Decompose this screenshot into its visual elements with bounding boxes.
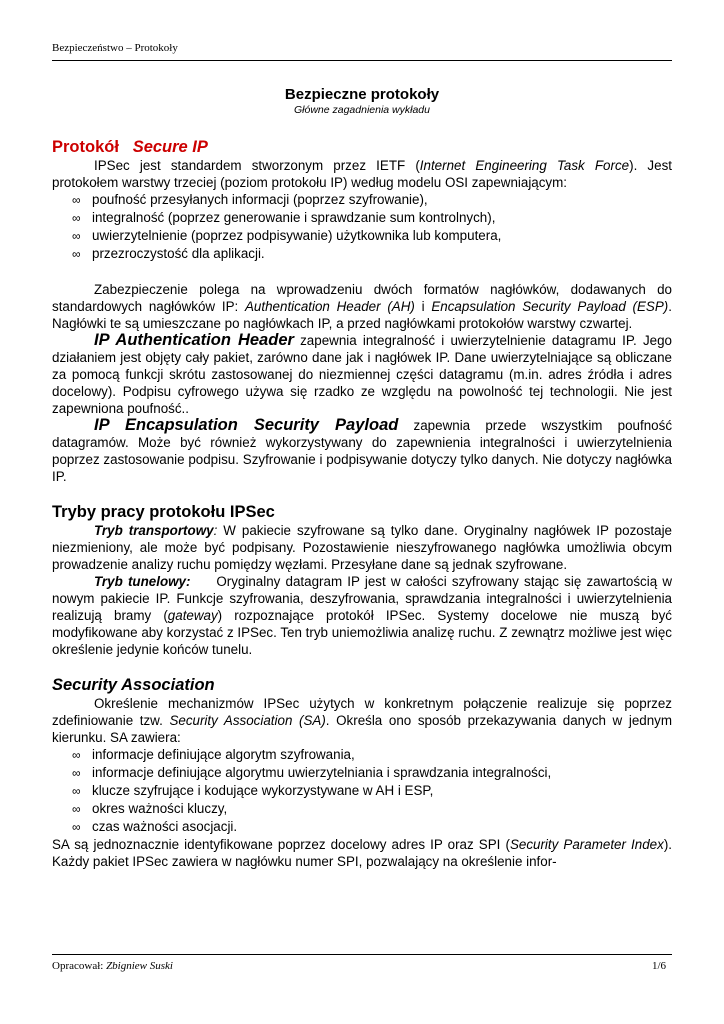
transport-mode-term: Tryb transportowy xyxy=(94,523,214,538)
paragraph-text: . Określa ono sposób przekazywania danych w jednym kierunku. SA zawiera: xyxy=(52,713,673,745)
footer-divider xyxy=(52,954,672,955)
heading-name: Secure IP xyxy=(132,138,208,156)
header-divider xyxy=(52,60,672,61)
spi-paragraph xyxy=(52,836,672,870)
transport-mode-paragraph xyxy=(52,522,672,573)
list-item: ∞ uwierzytelnienie (poprzez podpisywanie) użytkownika lub komputera, xyxy=(72,227,672,245)
list-item: ∞ czas ważności asocjacji. xyxy=(72,818,672,836)
author-name: Zbigniew Suski xyxy=(106,960,173,972)
tunnel-description-end: ) rozpoznające protokół IPSec. Systemy docelowe nie muszą być modyfikowane aby korzystać z IPSec. Ten tryb uniemożliwia analizę ruchu. Z zewnątrz możliwe jest więc określenie jedynie końców tunelu. xyxy=(52,608,672,657)
esp-paragraph xyxy=(52,417,672,485)
document-body xyxy=(52,86,676,870)
sa-term: Security Association (SA) xyxy=(169,713,326,728)
document-title: Bezpieczne protokoły xyxy=(284,86,440,103)
ah-term: Authentication Header (AH) xyxy=(245,299,415,314)
ipsec-intro xyxy=(52,157,672,191)
ah-heading-term: IP Authentication Header xyxy=(94,331,294,349)
intro-text: IPSec jest standardem stworzonym przez IETF ( xyxy=(94,158,420,173)
section-heading-secure-ip xyxy=(52,137,672,157)
heading-prefix: Protokół xyxy=(52,138,119,156)
transport-colon: : xyxy=(213,523,218,538)
headers-paragraph xyxy=(52,281,672,332)
ah-paragraph xyxy=(52,332,672,417)
paragraph-text: . Nagłówki te są umieszczane po nagłówkach IP, a przed nagłówkami protokołów warstwy czwartej. xyxy=(52,299,672,331)
transport-description: W pakiecie szyfrowane są tylko dane. Oryginalny nagłówek IP pozostaje niezmieniony, ale może być podpisany. Pozostawienie nieszyfrowanego nagłówka umożliwia obcym prowadzenie analizy ruchu pomiędzy węzłami. Przesyłane dane są jednak szyfrowane. xyxy=(52,523,672,572)
tunnel-mode-term: Tryb tunelowy: xyxy=(94,574,191,589)
sa-contents-list xyxy=(52,746,672,836)
ietf-term: Internet Engineering Task Force xyxy=(419,158,630,173)
list-item: ∞ poufność przesyłanych informacji (poprzez szyfrowanie), xyxy=(72,191,672,209)
paragraph-text: SA są jednoznacznie identyfikowane poprzez docelowy adres IP oraz SPI ( xyxy=(52,837,510,852)
spi-term: Security Parameter Index xyxy=(509,837,664,852)
tunnel-mode-paragraph xyxy=(52,573,676,658)
intro-text-end: ). Jest protokołem warstwy trzeciej (poziom protokołu IP) według modelu OSI zapewniającym: xyxy=(52,158,672,190)
list-item: ∞ integralność (poprzez generowanie i sprawdzanie sum kontrolnych), xyxy=(72,209,672,227)
tunnel-description: Oryginalny datagram IP jest w całości szyfrowany stając się zawartością w nowym pakiecie IP. Funkcje szyfrowania, deszyfrowania, sprawdzania integralności i uwierzytelnienia realizują bramy ( xyxy=(52,574,676,623)
footer-author xyxy=(52,960,173,972)
list-item: ∞ klucze szyfrujące i kodujące wykorzystywane w AH i ESP, xyxy=(72,782,672,800)
page-number: 1/6 xyxy=(651,960,666,972)
document-subtitle: Główne zagadnienia wykładu xyxy=(293,104,430,116)
list-item: ∞ przezroczystość dla aplikacji. xyxy=(72,245,672,263)
footer-label: Opracował: xyxy=(52,960,107,972)
ah-description: zapewnia integralność i uwierzytelnienie datagramu IP. Jego działaniem jest objęty cały pakiet, zarówno dane jak i nagłówek IP. Dane uwierzytelniające są obliczane za pomocą funkcji skrótu zastosowanej do niezmiennej części datagramu (m.in. adres źródła i adres docelowy). Podpisu cyfrowego używa się rzadko ze względu na powolność tej technologii. Nie jest zapewniona poufność.. xyxy=(52,333,672,416)
list-item: ∞ informacje definiujące algorytmu uwierzytelniania i sprawdzania integralności, xyxy=(72,764,672,782)
list-item: ∞ okres ważności kluczy, xyxy=(72,800,672,818)
ipsec-features-list xyxy=(52,191,672,263)
section-heading-sa: Security Association xyxy=(52,676,215,694)
sa-intro-paragraph xyxy=(52,695,672,746)
paragraph-text: Zabezpieczenie polega na wprowadzeniu dwóch formatów nagłówków, dodawanych do standardowych nagłówków IP: xyxy=(52,282,672,314)
gateway-term: gateway xyxy=(167,608,218,623)
esp-description: zapewnia przede wszystkim poufność datagramów. Może być również wykorzystywany do zapewnienia integralności i uwierzytelnienia poprzez zastosowanie podpisu. Szyfrowanie i podpisywanie dotyczy tylko danych. Nie dotyczy nagłówka IP. xyxy=(52,418,673,484)
section-heading-modes: Tryby pracy protokołu IPSec xyxy=(52,503,275,521)
esp-heading-term: IP Encapsulation Security Payload xyxy=(94,416,399,434)
esp-term: Encapsulation Security Payload (ESP) xyxy=(431,299,669,314)
list-item: ∞ informacje definiujące algorytm szyfrowania, xyxy=(72,746,672,764)
paragraph-text: i xyxy=(414,299,432,314)
paragraph-text: Określenie mechanizmów IPSec użytych w konkretnym połączenie realizuje się poprzez zdefiniowanie tzw. xyxy=(52,696,672,728)
paragraph-text: ). Każdy pakiet IPSec zawiera w nagłówku numer SPI, pozwalający na określenie infor- xyxy=(52,837,672,869)
running-header: Bezpieczeństwo – Protokoły xyxy=(52,42,178,54)
